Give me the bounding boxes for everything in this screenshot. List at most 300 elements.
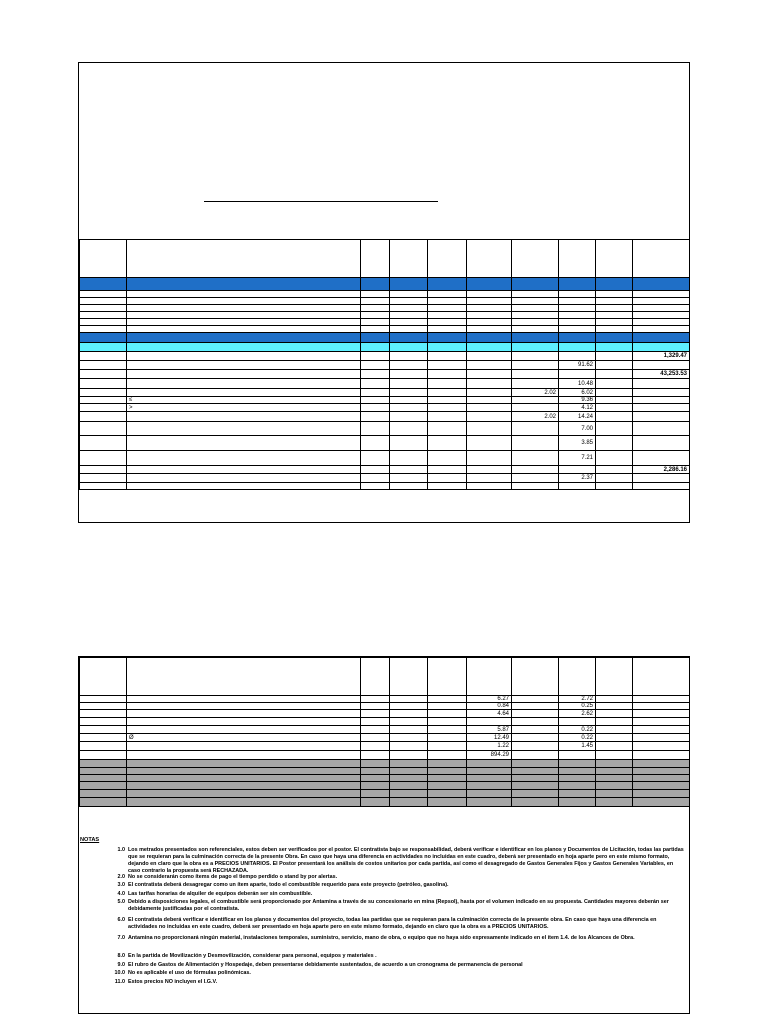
table-cell xyxy=(80,483,127,490)
table-cell xyxy=(80,404,127,412)
table-row xyxy=(80,291,690,298)
table-cell xyxy=(633,768,690,775)
table-cell xyxy=(390,352,428,361)
table-cell: 43,253.53 xyxy=(633,370,690,379)
table-cell xyxy=(633,278,690,291)
table-cell xyxy=(467,422,512,436)
table-row xyxy=(80,305,690,312)
table-cell xyxy=(127,751,361,760)
table-cell xyxy=(559,333,596,343)
table-cell xyxy=(428,278,467,291)
table-cell xyxy=(127,412,361,422)
table-cell xyxy=(361,278,390,291)
table-cell xyxy=(80,361,127,370)
note-number: 4.0 xyxy=(117,891,125,897)
table-row xyxy=(80,326,690,333)
table-cell xyxy=(428,768,467,775)
table-cell xyxy=(633,703,690,710)
table-cell xyxy=(512,352,559,361)
table-cell xyxy=(127,312,361,319)
table-cell xyxy=(467,436,512,451)
table-cell xyxy=(633,775,690,782)
table-cell xyxy=(390,278,428,291)
table-cell xyxy=(633,751,690,760)
table-cell xyxy=(361,389,390,397)
table-row xyxy=(80,710,690,718)
table-cell xyxy=(127,742,361,751)
note-number: 1.0 xyxy=(117,847,125,853)
table-cell xyxy=(80,734,127,742)
table-cell xyxy=(633,361,690,370)
table-cell xyxy=(390,734,428,742)
table-cell xyxy=(390,404,428,412)
table-cell xyxy=(633,798,690,807)
table-cell xyxy=(80,658,127,696)
table-cell xyxy=(428,312,467,319)
table-cell xyxy=(467,333,512,343)
table-row xyxy=(80,343,690,352)
table-cell xyxy=(390,798,428,807)
table-cell xyxy=(390,451,428,466)
table-cell: 5.87 xyxy=(467,726,512,734)
table-cell xyxy=(512,790,559,798)
table-cell xyxy=(390,703,428,710)
table-cell xyxy=(361,436,390,451)
table-cell xyxy=(80,319,127,326)
table-cell xyxy=(428,291,467,298)
table-cell xyxy=(127,696,361,703)
table-cell xyxy=(80,298,127,305)
table-cell xyxy=(467,483,512,490)
table-cell xyxy=(390,718,428,726)
table-cell xyxy=(633,343,690,352)
table-cell xyxy=(127,352,361,361)
table-cell xyxy=(361,734,390,742)
table-cell xyxy=(512,333,559,343)
table-cell xyxy=(361,240,390,278)
table-cell xyxy=(390,422,428,436)
table-cell: 6.27 xyxy=(467,696,512,703)
table-cell xyxy=(428,726,467,734)
table-cell xyxy=(80,703,127,710)
table-cell xyxy=(467,790,512,798)
table-cell xyxy=(633,397,690,404)
note-text: En la partida de Movilización y Desmovilización, considerar para personal, equipos y materiales . xyxy=(128,953,377,959)
table-cell xyxy=(127,422,361,436)
table-cell: 6.02 xyxy=(559,389,596,397)
table-cell xyxy=(428,760,467,768)
table-cell xyxy=(390,760,428,768)
table-cell xyxy=(512,422,559,436)
table-cell xyxy=(596,742,633,751)
table-cell xyxy=(127,466,361,474)
table-cell xyxy=(127,278,361,291)
table-cell xyxy=(596,361,633,370)
table-cell xyxy=(633,404,690,412)
table-cell xyxy=(559,352,596,361)
table-cell xyxy=(361,718,390,726)
table-cell xyxy=(127,782,361,790)
table-cell xyxy=(428,734,467,742)
table-cell xyxy=(390,298,428,305)
table-row xyxy=(80,436,690,451)
note-text: No es aplicable el uso de fórmulas polinómicas. xyxy=(128,970,251,976)
table-cell xyxy=(361,312,390,319)
table-cell xyxy=(127,326,361,333)
table-cell xyxy=(127,718,361,726)
table-cell xyxy=(596,379,633,389)
table-cell xyxy=(512,361,559,370)
table-cell xyxy=(361,298,390,305)
table-cell: 2.37 xyxy=(559,474,596,483)
table-cell xyxy=(596,790,633,798)
table-cell xyxy=(559,291,596,298)
table-cell xyxy=(428,397,467,404)
table-cell xyxy=(428,775,467,782)
table-cell xyxy=(361,412,390,422)
table-row xyxy=(80,474,690,483)
table-cell: 9.36 xyxy=(559,397,596,404)
table-cell xyxy=(390,658,428,696)
table-cell xyxy=(633,760,690,768)
table-cell xyxy=(512,451,559,466)
table-cell xyxy=(512,710,559,718)
table-cell xyxy=(127,343,361,352)
table-cell xyxy=(596,333,633,343)
table-cell xyxy=(428,466,467,474)
table-cell xyxy=(80,352,127,361)
table-cell xyxy=(428,422,467,436)
table-cell xyxy=(361,451,390,466)
table-cell xyxy=(127,726,361,734)
table-cell: 1.22 xyxy=(467,742,512,751)
table-cell xyxy=(127,436,361,451)
table-cell xyxy=(428,751,467,760)
table-cell xyxy=(596,352,633,361)
table-cell xyxy=(80,696,127,703)
table-cell xyxy=(390,343,428,352)
table-cell xyxy=(428,326,467,333)
table-cell xyxy=(467,760,512,768)
note-text: El contratista deberá verificar e identificar en los planos y documentos del proyecto, todas las partidas que se requieran para la culminación correcta de la presente obra. En caso que haya una diferencia en actividades no incluidas en este cuadro, deberá ser presentado en hoja aparte pero en este mismo formato, dejando en claro que la obra es a PRECIOS UNITARIOS. xyxy=(128,917,657,930)
table-cell xyxy=(559,466,596,474)
table-cell xyxy=(361,658,390,696)
table-cell xyxy=(596,412,633,422)
table-cell xyxy=(633,658,690,696)
table-cell xyxy=(596,389,633,397)
table-cell xyxy=(127,379,361,389)
table-cell xyxy=(559,370,596,379)
table-cell xyxy=(559,760,596,768)
table-cell xyxy=(428,658,467,696)
table-cell xyxy=(428,710,467,718)
table-cell xyxy=(559,775,596,782)
table-cell xyxy=(596,775,633,782)
table-cell xyxy=(467,298,512,305)
table-cell: 91.62 xyxy=(559,361,596,370)
table-cell xyxy=(361,404,390,412)
table-cell xyxy=(633,474,690,483)
table-row xyxy=(80,790,690,798)
table-cell xyxy=(512,703,559,710)
table-cell xyxy=(390,466,428,474)
table-cell xyxy=(467,379,512,389)
table-row xyxy=(80,742,690,751)
table-cell xyxy=(633,412,690,422)
table-cell xyxy=(512,474,559,483)
table-cell xyxy=(467,412,512,422)
table-cell xyxy=(390,326,428,333)
table-cell xyxy=(80,436,127,451)
table-row xyxy=(80,760,690,768)
table-cell xyxy=(512,798,559,807)
table-cell xyxy=(80,240,127,278)
table-row xyxy=(80,782,690,790)
table-cell xyxy=(80,474,127,483)
table-cell xyxy=(596,370,633,379)
table-cell xyxy=(127,760,361,768)
table-cell xyxy=(80,379,127,389)
table-cell xyxy=(512,326,559,333)
table-cell xyxy=(633,710,690,718)
table-cell: ≤ xyxy=(127,397,361,404)
table-cell xyxy=(361,379,390,389)
table-cell xyxy=(512,760,559,768)
table-cell xyxy=(633,298,690,305)
note-text: Estos precios NO incluyen el I.G.V. xyxy=(128,979,218,985)
table-cell xyxy=(361,798,390,807)
table-cell xyxy=(127,775,361,782)
table-cell: 2.72 xyxy=(559,696,596,703)
table-cell xyxy=(390,412,428,422)
table-cell xyxy=(559,790,596,798)
table-cell: Ø xyxy=(127,734,361,742)
table-cell xyxy=(390,333,428,343)
note-number: 8.0 xyxy=(117,953,125,959)
table-cell xyxy=(127,240,361,278)
table-cell xyxy=(361,326,390,333)
table-cell xyxy=(390,474,428,483)
table-cell xyxy=(361,710,390,718)
table-cell xyxy=(428,298,467,305)
note-number: 7.0 xyxy=(117,935,125,941)
table-cell xyxy=(428,404,467,412)
table-cell xyxy=(596,397,633,404)
table-row xyxy=(80,352,690,361)
table-cell xyxy=(512,483,559,490)
table-cell xyxy=(559,326,596,333)
table-row xyxy=(80,312,690,319)
table-cell xyxy=(512,734,559,742)
table-cell xyxy=(361,361,390,370)
table-cell xyxy=(467,798,512,807)
table-cell xyxy=(80,312,127,319)
table-cell xyxy=(80,768,127,775)
table-cell xyxy=(596,734,633,742)
table-row xyxy=(80,775,690,782)
table-cell xyxy=(559,343,596,352)
table-cell xyxy=(428,696,467,703)
table-cell xyxy=(127,319,361,326)
table-cell xyxy=(127,658,361,696)
table-cell xyxy=(512,305,559,312)
table-cell: 12.49 xyxy=(467,734,512,742)
table-cell xyxy=(633,718,690,726)
table-cell xyxy=(361,768,390,775)
table-cell xyxy=(361,790,390,798)
table-cell xyxy=(390,379,428,389)
table-cell xyxy=(596,751,633,760)
table-cell xyxy=(127,483,361,490)
table-cell: 0.22 xyxy=(559,734,596,742)
table-cell xyxy=(467,474,512,483)
table-cell xyxy=(361,291,390,298)
table-row xyxy=(80,751,690,760)
table-cell xyxy=(361,726,390,734)
table-cell xyxy=(467,389,512,397)
table-cell: 2.02 xyxy=(512,389,559,397)
table-cell xyxy=(559,278,596,291)
table-cell xyxy=(633,483,690,490)
table-cell xyxy=(80,412,127,422)
table-cell xyxy=(596,782,633,790)
table-cell xyxy=(633,389,690,397)
table-row xyxy=(80,278,690,291)
table-row xyxy=(80,389,690,397)
table-cell xyxy=(596,278,633,291)
table-cell: 14.24 xyxy=(559,412,596,422)
table-row xyxy=(80,361,690,370)
note-number: 10.0 xyxy=(114,970,125,976)
table-cell xyxy=(428,240,467,278)
table-row xyxy=(80,379,690,389)
table-cell xyxy=(596,466,633,474)
table-row xyxy=(80,412,690,422)
table-cell: 0.84 xyxy=(467,703,512,710)
table-cell xyxy=(596,726,633,734)
table-cell xyxy=(80,751,127,760)
table-cell xyxy=(127,291,361,298)
title-underline xyxy=(204,201,438,202)
table-cell xyxy=(559,240,596,278)
table-cell xyxy=(361,333,390,343)
table-cell xyxy=(467,291,512,298)
table-cell xyxy=(559,751,596,760)
table-cell xyxy=(559,319,596,326)
table-cell xyxy=(633,742,690,751)
table-cell xyxy=(390,361,428,370)
table-cell xyxy=(596,718,633,726)
table-cell xyxy=(467,451,512,466)
table-cell: 7.21 xyxy=(559,451,596,466)
table-cell xyxy=(428,352,467,361)
table-cell: 3.85 xyxy=(559,436,596,451)
table-cell xyxy=(428,370,467,379)
table-cell xyxy=(390,319,428,326)
note-number: 2.0 xyxy=(117,874,125,880)
table-cell: 1,329.47 xyxy=(633,352,690,361)
table-cell xyxy=(512,291,559,298)
table-cell xyxy=(633,726,690,734)
table-cell xyxy=(80,782,127,790)
table-cell xyxy=(390,436,428,451)
table-cell xyxy=(512,397,559,404)
table-cell xyxy=(428,389,467,397)
table-cell xyxy=(127,305,361,312)
table-cell xyxy=(428,333,467,343)
table-cell xyxy=(80,291,127,298)
table-cell xyxy=(80,710,127,718)
table-cell xyxy=(428,703,467,710)
table-cell xyxy=(596,298,633,305)
table-cell xyxy=(80,343,127,352)
table-cell xyxy=(633,240,690,278)
table-cell xyxy=(512,436,559,451)
table-cell xyxy=(127,474,361,483)
table-cell xyxy=(633,312,690,319)
table-cell xyxy=(633,696,690,703)
table-cell xyxy=(633,333,690,343)
note-number: 6.0 xyxy=(117,917,125,923)
table-cell xyxy=(512,298,559,305)
table-cell xyxy=(428,483,467,490)
table-cell xyxy=(127,768,361,775)
table-cell xyxy=(428,436,467,451)
table-row xyxy=(80,726,690,734)
table-cell xyxy=(512,278,559,291)
table-cell: 894.29 xyxy=(467,751,512,760)
table-cell xyxy=(467,312,512,319)
table-cell xyxy=(512,312,559,319)
table-cell xyxy=(596,451,633,466)
table-cell xyxy=(80,305,127,312)
table-cell xyxy=(512,768,559,775)
note-text: El rubro de Gastos de Alimentación y Hospedaje, deben presentarse debidamente sustentados, de acuerdo a un cronograma de permanencia de personal xyxy=(128,962,523,968)
note-text: Las tarifas horarias de alquiler de equipos deberán ser sin combustible. xyxy=(128,891,313,897)
table-cell: 2.62 xyxy=(559,710,596,718)
table-cell xyxy=(361,319,390,326)
table-cell xyxy=(390,305,428,312)
table-cell xyxy=(80,451,127,466)
table-cell xyxy=(390,768,428,775)
table-cell xyxy=(80,726,127,734)
table-cell xyxy=(127,790,361,798)
table-cell xyxy=(361,352,390,361)
price-sheet-bottom xyxy=(78,656,690,1014)
table-cell: > xyxy=(127,404,361,412)
table-cell xyxy=(467,466,512,474)
table-cell xyxy=(390,751,428,760)
table-cell xyxy=(633,319,690,326)
table-cell xyxy=(428,718,467,726)
table-row xyxy=(80,333,690,343)
table-cell xyxy=(361,422,390,436)
table-cell xyxy=(467,397,512,404)
table-cell xyxy=(512,319,559,326)
table-cell xyxy=(467,361,512,370)
table-cell xyxy=(512,726,559,734)
table-cell xyxy=(559,305,596,312)
table-cell xyxy=(633,305,690,312)
table-cell xyxy=(596,305,633,312)
table-cell xyxy=(633,451,690,466)
table-row xyxy=(80,718,690,726)
table-cell xyxy=(390,696,428,703)
table-cell xyxy=(80,333,127,343)
table-row xyxy=(80,422,690,436)
table-cell xyxy=(596,696,633,703)
table-cell: 10.48 xyxy=(559,379,596,389)
